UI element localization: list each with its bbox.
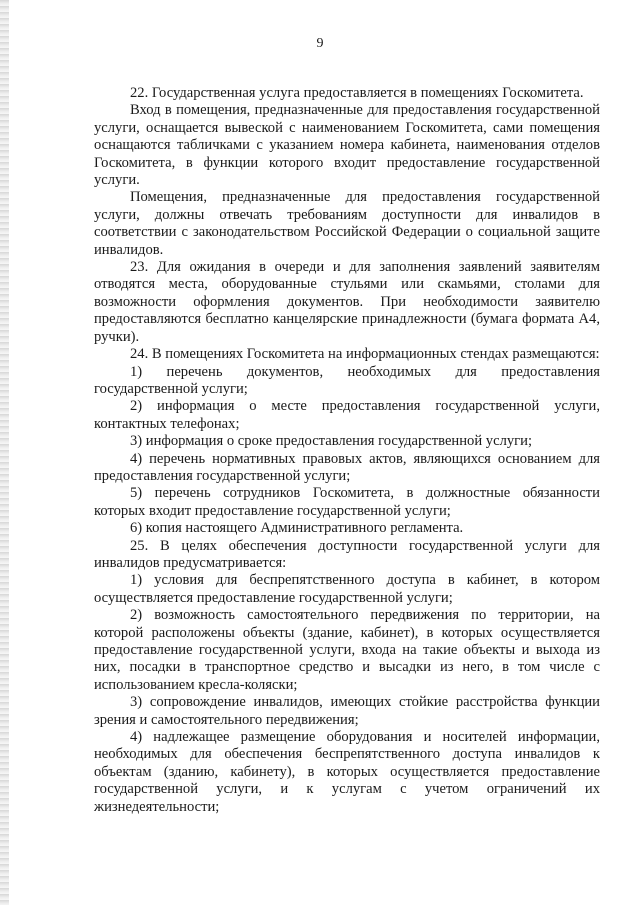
paragraph-23: 23. Для ожидания в очереди и для заполнения заявлений заявителям отводятся места, оборудованные стульями или скамьями, столами для возможности оформления документов. При необходимости заявителю предоставляются бесплатно канцелярские принадлежности (бумага формата А4, ручки). [94,259,600,345]
paragraph-25: 25. В целях обеспечения доступности государственной услуги для инвалидов предусматривается: [94,537,600,571]
list-item-24-5: 5) перечень сотрудников Госкомитета, в должностные обязанности которых входит предоставление государственной услуги; [94,485,600,519]
list-item-25-3: 3) сопровождение инвалидов, имеющих стойкие расстройства функции зрения и самостоятельного передвижения; [94,694,600,728]
list-item-24-4: 4) перечень нормативных правовых актов, являющихся основанием для предоставления государственной услуги; [94,450,600,484]
list-item-25-1: 1) условия для беспрепятственного доступа в кабинет, в котором осуществляется предоставление государственной услуги; [94,572,600,606]
list-item-25-4: 4) надлежащее размещение оборудования и носителей информации, необходимых для обеспечения беспрепятственного доступа инвалидов к объектам (зданию, кабинету), в которых осуществляется предоставление государственной услуги, и к услугам с учетом ограничений их жизнедеятельности; [94,729,600,815]
list-item-25-2: 2) возможность самостоятельного передвижения по территории, на которой расположены объекты (здание, кабинет), в которых осуществляется предоставление государственной услуги, входа на такие объекты и выхода из них, посадки в транспортное средство и высадки из него, в том числе с использованием кресла-коляски; [94,607,600,693]
page-number: 9 [316,36,324,51]
scan-edge [0,0,9,905]
list-item-24-3: 3) информация о сроке предоставления государственной услуги; [130,433,533,450]
list-item-24-6: 6) копия настоящего Административного регламента. [130,520,464,537]
paragraph-22-entrance: Вход в помещения, предназначенные для предоставления государственной услуги, оснащается вывеской с наименованием Госкомитета, сами помещения оснащаются табличками с указанием номера кабинета, наименования отделов Госкомитета, в функции которого входит предоставление государственной услуги. [94,102,600,189]
paragraph-22: 22. Государственная услуга предоставляется в помещениях Госкомитета. [130,85,584,101]
paragraph-22-accessibility: Помещения, предназначенные для предоставления государственной услуги, должны отвечать требованиям доступности для инвалидов в соответствии с законодательством Российской Федерации о социальной защите инвалидов. [94,189,600,258]
list-item-24-1: 1) перечень документов, необходимых для предоставления государственной услуги; [94,363,600,397]
paragraph-24: 24. В помещениях Госкомитета на информационных стендах размещаются: [130,346,600,363]
list-item-24-2: 2) информация о месте предоставления государственной услуги, контактных телефонах; [94,398,600,432]
document-body [94,85,600,816]
